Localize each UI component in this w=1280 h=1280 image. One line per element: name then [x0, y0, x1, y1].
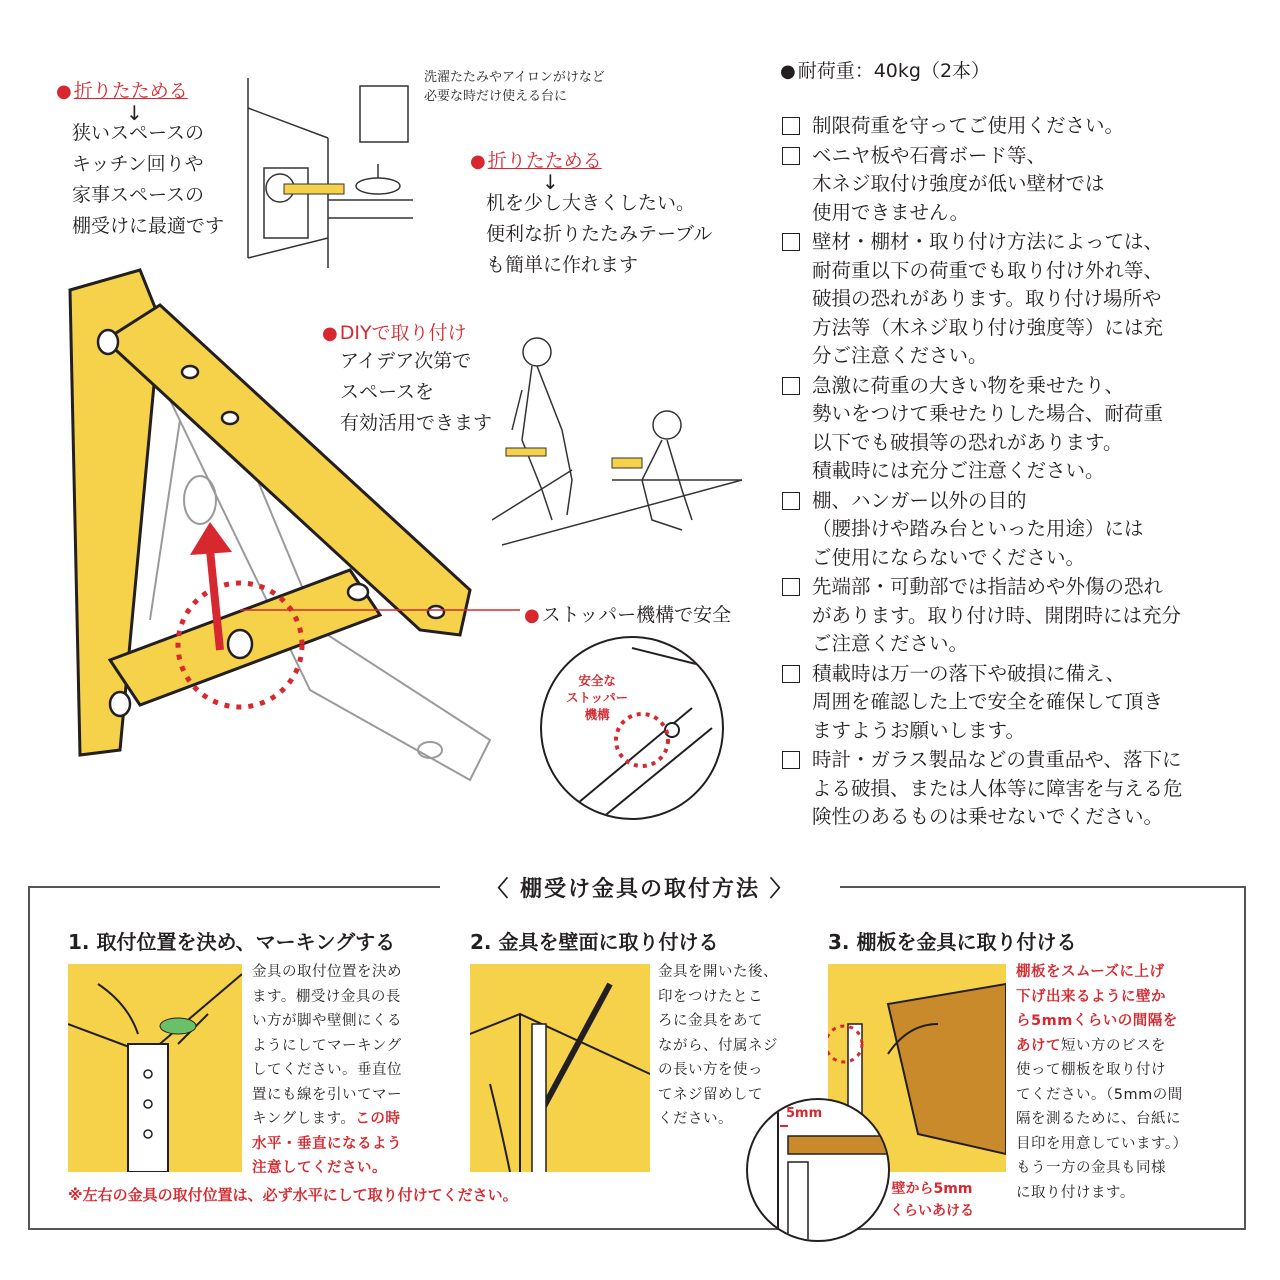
gap-caption: 壁から5mm くらいあける: [890, 1181, 974, 1219]
feature-diy-text: アイデア次第で スペースを 有効活用できます: [340, 350, 493, 434]
caution-item: 壁材・棚材・取り付け方法によっては、 耐荷重以下の荷重でも取り付け外れ等、 破損の恐れがあります。取り付け場所や 方法等（木ネジ取り付け強度等）には充 分ご注意ください。: [782, 228, 1252, 371]
feature-diy-title: DIYで取り付け: [339, 322, 467, 344]
stopper-label: ● ストッパー機構で安全: [524, 604, 732, 626]
feature-fold-1: [56, 76, 188, 103]
bullet-dot: ●: [524, 605, 540, 626]
install-footnote: ※左右の金具の取付位置は、必ず水平にして取り付けてください。: [68, 1186, 518, 1204]
checkbox-icon: [782, 751, 800, 769]
checkbox-icon: [782, 377, 800, 395]
step-2-text: 金具を開いた後、 印をつけたとこ ろに金具をあて ながら、付属ネジ の長い方を使っ てネジ留めして ください。: [658, 964, 778, 1127]
step-1-warning: この時 水平・垂直になるよう 注意してください。: [252, 1111, 402, 1176]
caution-item: 制限荷重を守ってご使用ください。: [782, 112, 1252, 141]
arrow-down-icon: ↓: [542, 170, 559, 194]
step-2-illustration: [470, 964, 650, 1172]
stopper-callout: 安全な ストッパー 機構: [566, 673, 629, 722]
step-3-text: 棚板をスムーズに上げ 下げ出来るように壁か ら5mmくらいの間隔を あけて短い方のビスを 使って棚板を取り付け てください。（5mmの間 隔を測るために、台紙に 目印を用意しています。） もう一方の金具も同様 に取り付けます。: [1016, 964, 1188, 1201]
feature-fold-1-text: 狭いスペースの キッチン回りや 家事スペースの 棚受けに最適です: [72, 122, 225, 237]
stopper-detail: [540, 636, 724, 820]
caution-item: 積載時は万一の落下や破損に備え、 周囲を確認した上で安全を確保して頂き ますようお願いします。: [782, 660, 1252, 746]
people-illustration: [492, 330, 752, 560]
gap-detail-drawing: [748, 1100, 888, 1240]
install-title: 〈 棚受け金具の取付方法 〉: [440, 872, 840, 903]
step-1-drawing: [68, 964, 242, 1172]
arrow-down-icon: ↓: [126, 101, 143, 125]
caution-item: 棚、ハンガー以外の目的 （腰掛けや踏み台といった用途）には ご使用にならないでください。: [782, 487, 1252, 573]
feature-fold-2-text: 机を少し大きくしたい。 便利な折りたたみテーブル も簡単に作れます: [486, 192, 713, 276]
checkbox-icon: [782, 117, 800, 135]
stopper-detail-drawing: [542, 638, 722, 818]
feature-diy: [322, 318, 467, 345]
feature-fold-2-title: 折りたためる: [487, 150, 602, 172]
caution-item: ベニヤ板や石膏ボード等、 木ネジ取付け強度が低い壁材では 使用できません。: [782, 142, 1252, 228]
caution-item: 先端部・可動部では指詰めや外傷の恐れ があります。取り付け時、開閉時には充分 ご注意ください。: [782, 573, 1252, 659]
load-spec: ● 耐荷重：40kg（2本）: [780, 60, 991, 82]
bullet-dot: ●: [780, 61, 796, 82]
checkbox-icon: [782, 665, 800, 683]
step-1-text: 金具の取付位置を決め ます。棚受け金具の長 い方が脚や壁側にくる ようにしてマーキング してください。垂直位 置にも線を引いてマー キングします。この時 水平・垂直になるよう 注意してください。: [252, 964, 402, 1176]
feature-fold-1-title: 折りたためる: [73, 80, 188, 102]
caution-list: [782, 112, 1252, 833]
checkbox-icon: [782, 233, 800, 251]
kitchen-illustration: [238, 68, 418, 268]
step-3-title: 3. 棚板を金具に取り付ける: [828, 930, 1077, 954]
caution-item: 急激に荷重の大きい物を乗せたり、 勢いをつけて乗せたりした場合、耐荷重 以下でも破損等の恐れがあります。 積載時には充分ご注意ください。: [782, 372, 1252, 486]
bullet-dot: ●: [470, 151, 486, 172]
step-2-drawing: [470, 964, 650, 1172]
gap-label: 5mm: [786, 1106, 823, 1121]
step-1-title: 1. 取付位置を決め、マーキングする: [68, 930, 396, 954]
checkbox-icon: [782, 492, 800, 510]
feature-fold-2: [470, 146, 602, 173]
step-3-warning: 棚板をスムーズに上げ 下げ出来るように壁か ら5mmくらいの間隔を あけて: [1016, 964, 1178, 1054]
bullet-dot: ●: [56, 81, 72, 102]
laundry-note: 洗濯たたみやアイロンがけなど 必要な時だけ使える台に: [424, 70, 605, 104]
caution-item: 時計・ガラス製品などの貴重品や、落下に よる破損、または人体等に障害を与える危 険性のあるものは乗せないでください。: [782, 746, 1252, 832]
step-1-illustration: [68, 964, 242, 1172]
checkbox-icon: [782, 147, 800, 165]
checkbox-icon: [782, 578, 800, 596]
bullet-dot: ●: [322, 323, 338, 344]
step-2-title: 2. 金具を壁面に取り付ける: [470, 930, 719, 954]
